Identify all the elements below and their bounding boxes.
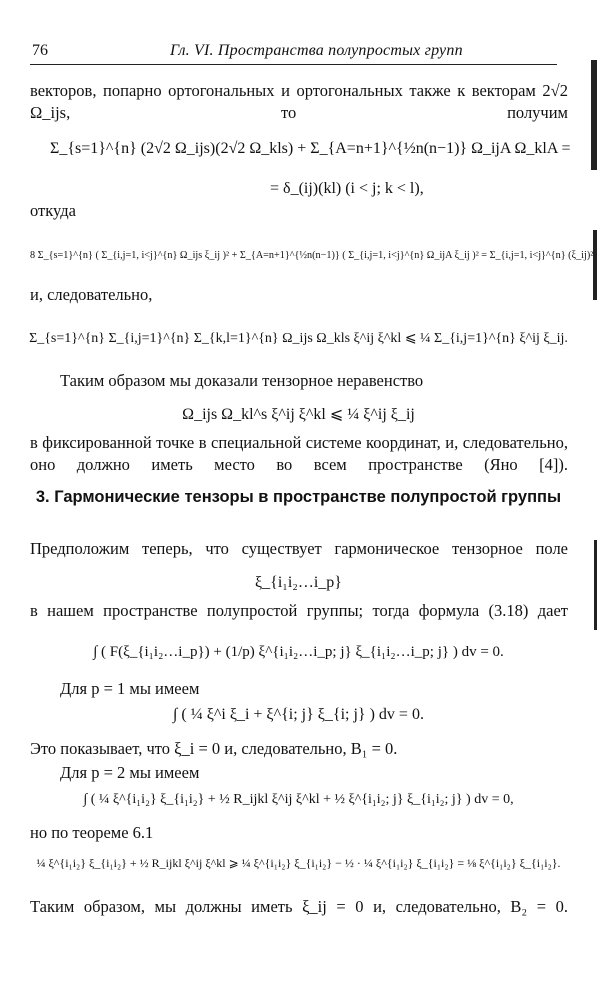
paragraph-9: Это показывает, что ξ_i = 0 и, следовательно, B₁ = 0. — [30, 739, 398, 758]
equation-6: ∫ ( F(ξ_{i₁i₂…i_p}) + (1/p) ξ^{i₁i₂…i_p; j} ξ_{i₁i₂…i_p; j} ) dv = 0. — [93, 644, 504, 660]
paragraph-7: в нашем пространстве полупростой группы; тогда формула (3.18) дает — [30, 601, 568, 620]
running-title: Гл. VI. Пространства полупростых групп — [170, 42, 463, 59]
paragraph-10: Для p = 2 мы имеем — [60, 763, 200, 782]
paragraph-1: векторов, попарно ортогональных и ортогональных также к векторам 2√2 Ω_ijs, то получим — [30, 81, 568, 122]
paragraph-2: откуда — [30, 201, 76, 220]
paragraph-4: Таким образом мы доказали тензорное неравенство — [60, 371, 424, 390]
page-number: 76 — [32, 42, 48, 59]
equation-2: 8 Σ_{s=1}^{n} ( Σ_{i,j=1, i<j}^{n} Ω_ijs ξ_ij )² + Σ_{A=n+1}^{½n(n−1)} ( Σ_{i,j=1, i<j}^{n} Ω_ijA ξ_ij )² = Σ_{i,j=1, i<j}^{n} (ξ_ij)² — [30, 250, 594, 261]
paragraph-12: Таким образом, мы должны иметь ξ_ij = 0 и, следовательно, B₂ = 0. — [30, 897, 568, 916]
paragraph-6: Предположим теперь, что существует гармоническое тензорное поле — [30, 539, 568, 558]
paragraph-5: в фиксированной точке в специальной системе координат, и, следовательно, оно должно иметь место во всем пространстве (Яно [4]). — [30, 433, 568, 474]
section-heading: 3. Гармонические тензоры в пространстве полупростой группы — [35, 488, 562, 506]
equation-8: ∫ ( ¼ ξ^{i₁i₂} ξ_{i₁i₂} + ½ R_ijkl ξ^ij ξ^kl + ½ ξ^{i₁i₂; j} ξ_{i₁i₂; j} ) dv = 0, — [83, 792, 514, 807]
equation-4: Ω_ijs Ω_kl^s ξ^ij ξ^kl ⩽ ¼ ξ^ij ξ_ij — [182, 406, 415, 423]
equation-1b: = δ_(ij)(kl) (i < j; k < l), — [270, 180, 424, 197]
page-header — [30, 40, 557, 65]
scan-edge-shadow — [591, 60, 597, 170]
equation-9: ¼ ξ^{i₁i₂} ξ_{i₁i₂} + ½ R_ijkl ξ^ij ξ^kl ⩾ ¼ ξ^{i₁i₂} ξ_{i₁i₂} − ½ · ¼ ξ^{i₁i₂} ξ_{i₁i₂} = ⅛ ξ^{i₁i₂} ξ_{i₁i₂}. — [36, 856, 561, 870]
equation-3: Σ_{s=1}^{n} Σ_{i,j=1}^{n} Σ_{k,l=1}^{n} Ω_ijs Ω_kls ξ^ij ξ^kl ⩽ ¼ Σ_{i,j=1}^{n} ξ^ij ξ_ij. — [29, 331, 568, 346]
paragraph-8: Для p = 1 мы имеем — [60, 679, 200, 698]
equation-7: ∫ ( ¼ ξ^i ξ_i + ξ^{i; j} ξ_{i; j} ) dv = 0. — [173, 706, 424, 723]
paragraph-3: и, следовательно, — [30, 285, 153, 304]
scan-edge-shadow — [593, 230, 597, 300]
equation-1a: Σ_{s=1}^{n} (2√2 Ω_ijs)(2√2 Ω_kls) + Σ_{A=n+1}^{½n(n−1)} Ω_ijA Ω_klA = — [50, 140, 571, 157]
equation-5: ξ_{i₁i₂…i_p} — [255, 574, 342, 591]
paragraph-11: но по теореме 6.1 — [30, 823, 154, 842]
